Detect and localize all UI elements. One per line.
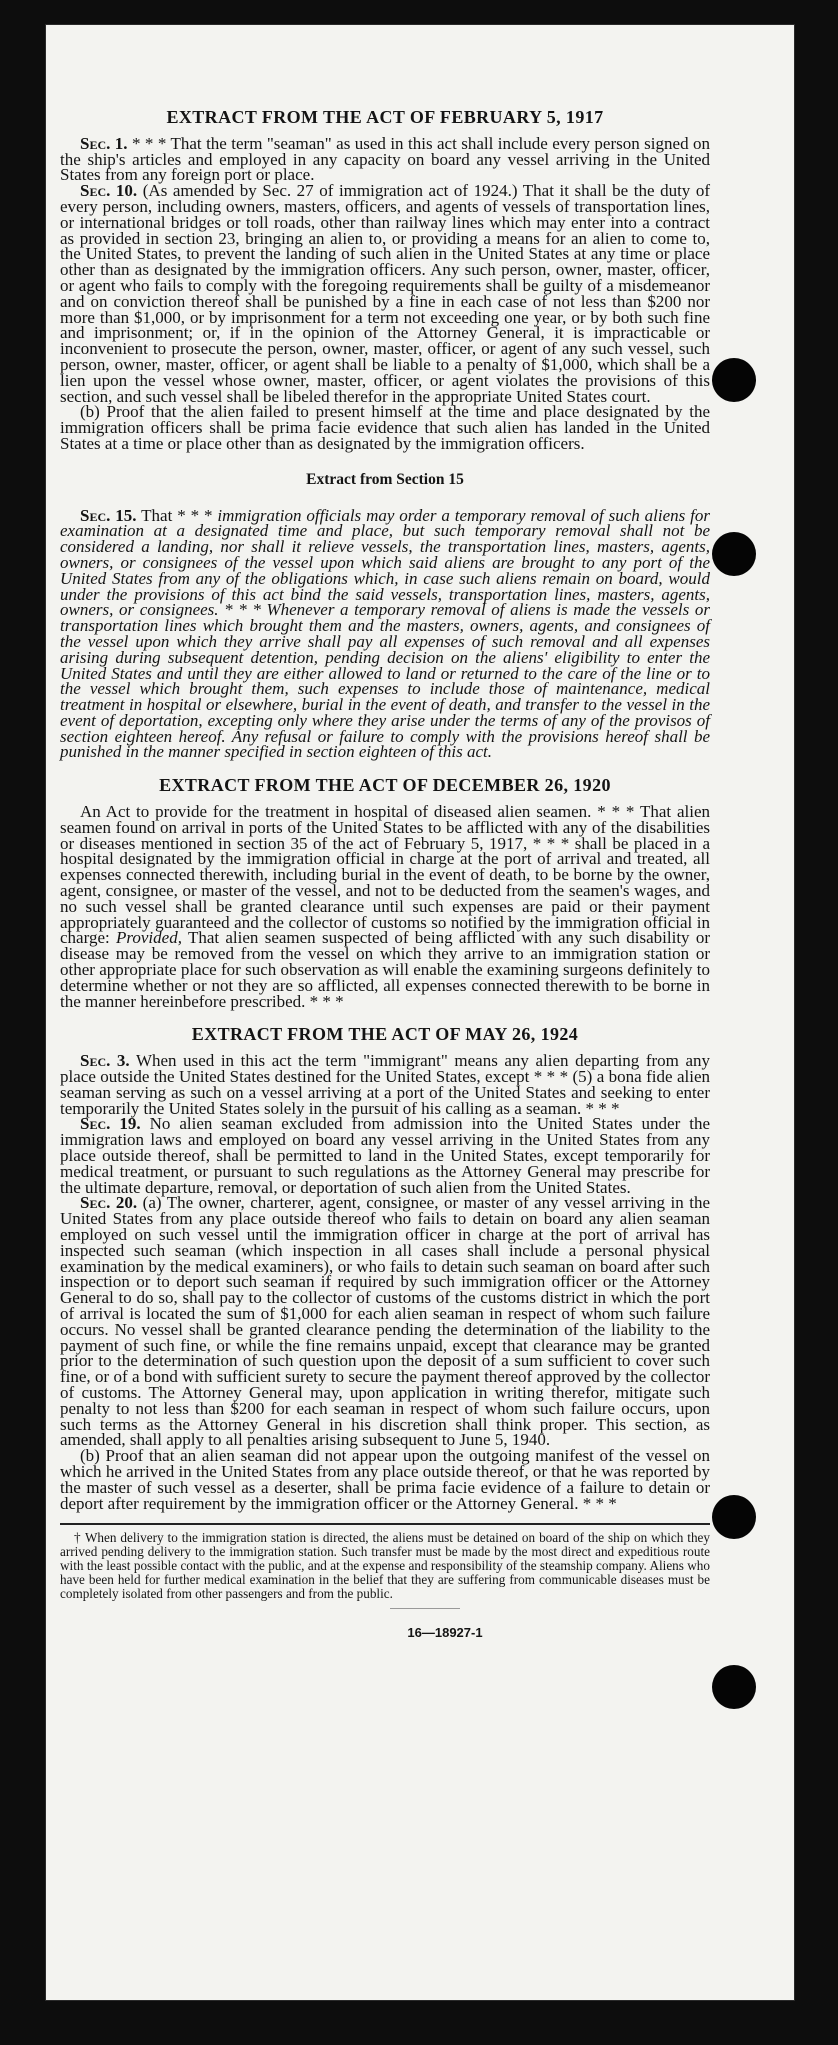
section-label: Sec. 10. (80, 181, 138, 201)
punch-hole (712, 1495, 756, 1539)
section-label: Sec. 19. (80, 1114, 141, 1134)
punch-hole (712, 1665, 756, 1709)
paragraph-act-1920 (60, 804, 710, 1009)
paragraph-sec-20 (60, 1195, 710, 1448)
section-text: That alien seamen suspected of being afflicted with any such disability or disease may be removed from the vessel on which they arrive to an immigration station or other appropriate place for such observation as will enable the examining surgeons definitely to determine whether or not they are so afflicted, all expenses connected therewith to be borne in the manner hereinbefore prescribed. * * * (60, 928, 710, 1011)
paragraph-sec-3 (60, 1053, 710, 1116)
paragraph-sec-19 (60, 1116, 710, 1195)
document-text (60, 107, 711, 1641)
section-label: Sec. 20. (80, 1193, 138, 1213)
heading-act-1917: EXTRACT FROM THE ACT OF FEBRUARY 5, 1917 (166, 107, 604, 127)
section-label: Sec. 3. (80, 1051, 130, 1071)
section-label: Sec. 15. (80, 505, 137, 525)
footnote-divider (60, 1523, 710, 1525)
section-text: An Act to provide for the treatment in hospital of diseased alien seamen. * * * That alien seamen found on arrival in ports of the United States to be afflicted with any of the disabilities or diseases mentioned in section 35 of the act of February 5, 1917, * * * shall be placed in a hospital designated by the immigration official in charge at the port of arrival and treated, all expenses connected therewith, including burial in the event of death, to be borne by the owner, agent, consignee, or master of the vessel, and not to be deducted from the seamen's wages, and no such vessel shall be granted clearance until such expenses are paid or their payment appropriately guaranteed and the collector of customs so notified by the immigration official in charge: (60, 802, 710, 948)
section-text: immigration officials may order a temporary removal of such aliens for examination at a designated time and place, but such temporary removal shall not be considered a landing, nor shall it relieve vessels, the transportation lines, masters, agents, owners, or consignees of the vessel upon which said aliens are brought to any port of the United States from any of the obligations which, in case such aliens remain on board, would under the provisions of this act bind the said vessels, transportation lines, masters, agents, owners, or consignees. * * * Whenever a temporary removal of aliens is made the vessels or transportation lines which brought them and the masters, owners, agents, and consignees of the vessel upon which they arrive shall pay all expenses of such removal and all expenses arising during subsequent detention, pending decision on the aliens' eligibility to enter the United States and until they are either allowed to land or returned to the care of the line or to the vessel which brought them, such expenses to include those of maintenance, medical treatment in hospital or elsewhere, burial in the event of death, and transfer to the vessel in the event of deportation, excepting only where they arise under the terms of any of the provisos of section eighteen hereof. Any refusal or failure to comply with the provisions hereof shall be punished in the manner specified in section eighteen of this act. (60, 505, 711, 762)
paragraph-sec-10b: (b) Proof that the alien failed to present himself at the time and place designated by the immigration officers shall be prima facie evidence that such alien has landed in the United States at a time or place other than as designated by the immigration officers. (60, 402, 710, 453)
section-lead: That * * * (141, 505, 213, 525)
paragraph-sec-10 (60, 183, 710, 404)
section-text: When used in this act the term "immigrant" means any alien departing from any place outside the United States destined for the United States, except * * * (5) a bona fide alien seaman serving as such on a vessel arriving at a port of the United States and seeking to enter temporarily the United States solely in the pursuit of his calling as a seaman. * * * (60, 1051, 710, 1118)
section-label: Sec. 1. (80, 133, 128, 153)
section-text: (a) The owner, charterer, agent, consignee, or master of any vessel arriving in the United States from any place outside thereof who fails to detain on board any alien seaman employed on such vessel until the immigration officer in charge at the port of arrival has inspected such seaman (which inspection in all cases shall include a personal physical examination by the medical examiners), or who fails to detain such seaman on board after such inspection or to deport such seaman if required by such immigration officer or the Attorney General to do so, shall pay to the collector of customs of the customs district in which the port of arrival is located the sum of $1,000 for each alien seaman in respect of whom such failure occurs. No vessel shall be granted clearance pending the determination of the liability to the payment of such fine, or while the fine remains unpaid, except that clearance may be granted prior to the determination of such question upon the deposit of a sum sufficient to cover such fine, or of a bond with sufficient surety to secure the payment thereof approved by the collector of customs. The Attorney General may, upon application in writing therefor, mitigate such penalty to not less than $200 for each seaman in respect of whom such failure occurs, upon such terms as the Attorney General in his discretion shall think proper. This section, as amended, shall apply to all penalties arising subsequent to June 5, 1940. (60, 1193, 711, 1450)
heading-act-1924: EXTRACT FROM THE ACT OF MAY 26, 1924 (191, 1024, 579, 1045)
form-code: 16—18927-1 (407, 1625, 483, 1641)
paragraph-sec-20b: (b) Proof that an alien seaman did not appear upon the outgoing manifest of the vessel on which he arrived in the United States from any place outside thereof, or that he was reported by the master of such vessel as a deserter, shall be prima facie evidence of a failure to detain or deport after requirement by the immigration officer or the Attorney General. * * * (60, 1446, 710, 1513)
paragraph-sec-1 (60, 133, 710, 185)
short-divider (390, 1608, 460, 1609)
footnote: † When delivery to the immigration station is directed, the aliens must be detained on board of the ship on which they arrived pending delivery to the immigration station. Such transfer must be made by the most direct and expeditious route with the least possible contact with the public, and at the expense and responsibility of the steamship company. Aliens who have been held for further medical examination in the belief that they are suffering from communicable diseases must be completely isolated from other passengers and from the public. (60, 1530, 710, 1601)
punch-hole (712, 358, 756, 402)
provided-word: Provided, (116, 928, 182, 948)
section-text: No alien seaman excluded from admission into the United States under the immigration laws and employed on board any vessel arriving in the United States from any place outside thereof, shall be permitted to land in the United States, except temporarily for medical treatment, or pursuant to such regulations as the Attorney General may prescribe for the ultimate departure, removal, or deportation of such alien from the United States. (60, 1114, 711, 1197)
heading-act-1920: EXTRACT FROM THE ACT OF DECEMBER 26, 1920 (159, 775, 611, 796)
punch-hole (712, 532, 756, 576)
paragraph-sec-15 (60, 505, 711, 762)
section-text: (As amended by Sec. 27 of immigration act of 1924.) That it shall be the duty of every person, including owners, masters, officers, and agents of vessels of transportation lines, or international bridges or toll roads, other than railway lines which may enter into a contract as provided in section 23, bringing an alien to, or providing a means for an alien to come to, the United States, to prevent the landing of such alien in the United States at any time or place other than as designated by the immigration officers. Any such person, owner, master, officer, or agent who fails to comply with the foregoing requirements shall be guilty of a misdemeanor and on conviction thereof shall be punished by a fine in each case of not less than $200 nor more than $1,000, or by imprisonment for a term not exceeding one year, or by both such fine and imprisonment; or, if in the opinion of the Attorney General, it is impracticable or inconvenient to prosecute the person, owner, master, officer, or agent of any such vessel, such person, owner, master, officer, or agent shall be liable to a penalty of $1,000, which shall be a lien upon the vessel whose owner, master, officer, or agent violates the provisions of this section, and such vessel shall be libeled therefor in the appropriate United States court. (60, 181, 711, 406)
section-text: * * * That the term "seaman" as used in this act shall include every person signed on the ship's articles and employed in any capacity on board any vessel arriving in the United States from any foreign port or place. (60, 133, 710, 185)
heading-section-15: Extract from Section 15 (306, 470, 464, 488)
